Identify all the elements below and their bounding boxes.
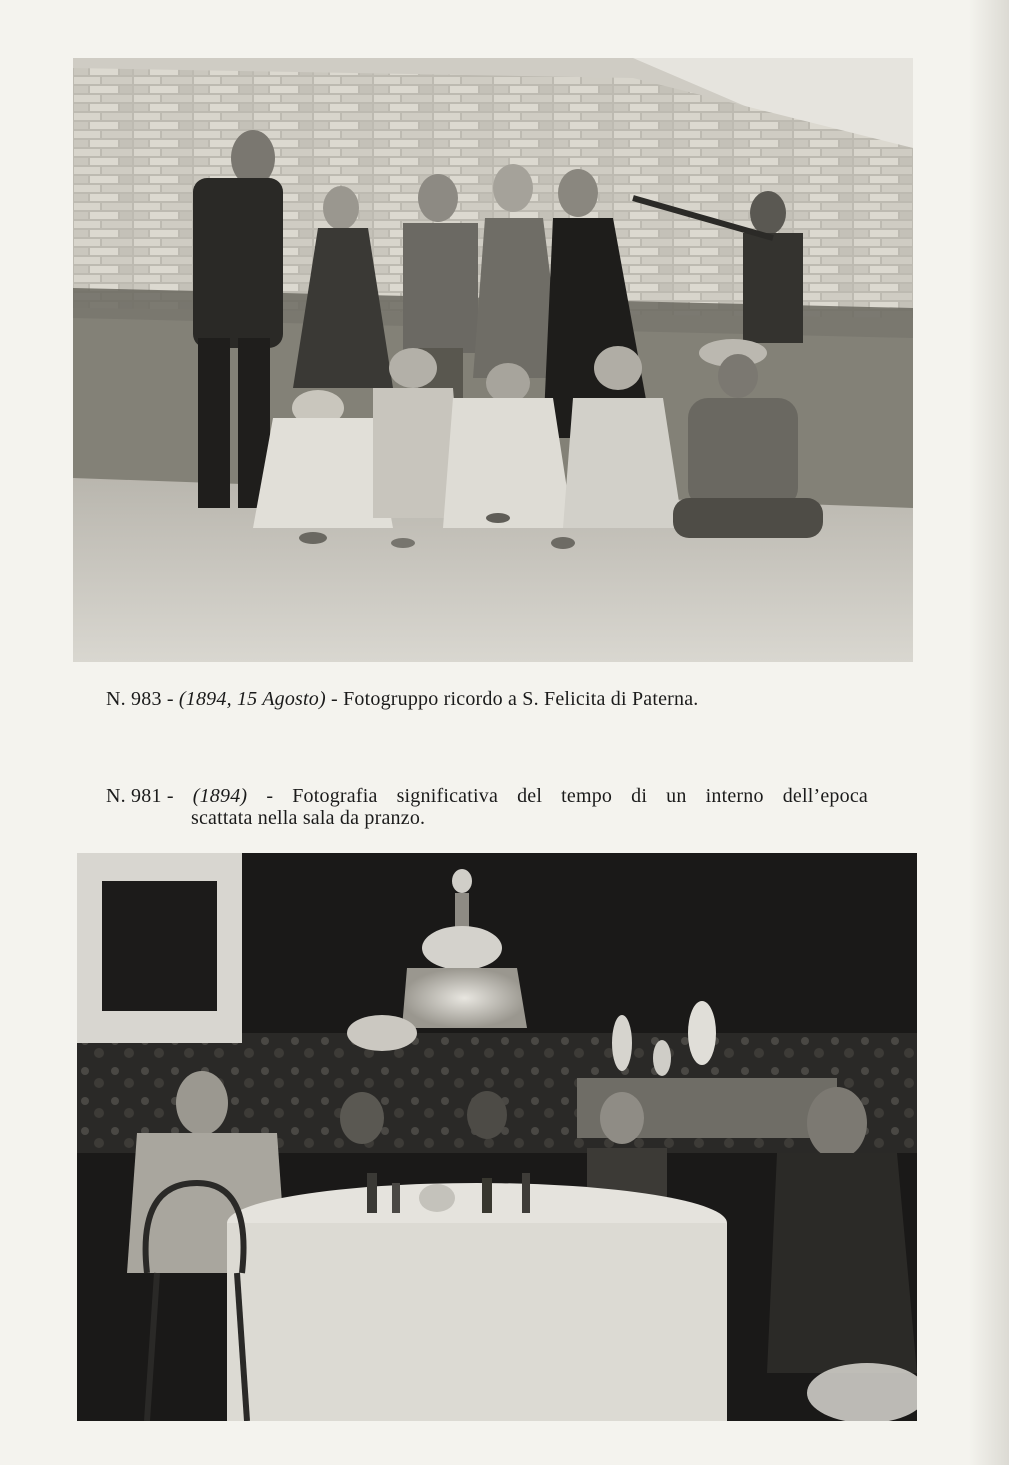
group-photo-outdoor-image	[73, 58, 913, 662]
caption-983-number: N. 983 -	[106, 688, 174, 710]
dining-room-photo	[77, 853, 917, 1421]
caption-983-text: - Fotogruppo ricordo a S. Felicita di Paterna.	[331, 688, 699, 710]
caption-981-date: (1894)	[192, 785, 248, 807]
caption-981-word: un	[666, 785, 687, 807]
caption-981-line-1	[106, 785, 868, 807]
group-photo-outdoor	[73, 58, 913, 662]
caption-983	[106, 688, 699, 710]
caption-981-word: -	[266, 785, 274, 807]
caption-981	[106, 785, 868, 829]
caption-981-word: tempo	[561, 785, 613, 807]
caption-981-word: del	[517, 785, 543, 807]
caption-981-word: dell’epoca	[782, 785, 868, 807]
caption-981-word: significativa	[396, 785, 499, 807]
caption-981-word: di	[631, 785, 648, 807]
caption-981-line-2: scattata nella sala da pranzo.	[191, 807, 426, 829]
caption-981-word: interno	[705, 785, 764, 807]
caption-983-date: (1894, 15 Agosto)	[178, 688, 326, 710]
page-edge-shadow	[969, 0, 1009, 1465]
caption-981-word: Fotografia	[292, 785, 378, 807]
caption-981-number: N. 981 -	[106, 785, 174, 807]
dining-room-photo-image	[77, 853, 917, 1421]
